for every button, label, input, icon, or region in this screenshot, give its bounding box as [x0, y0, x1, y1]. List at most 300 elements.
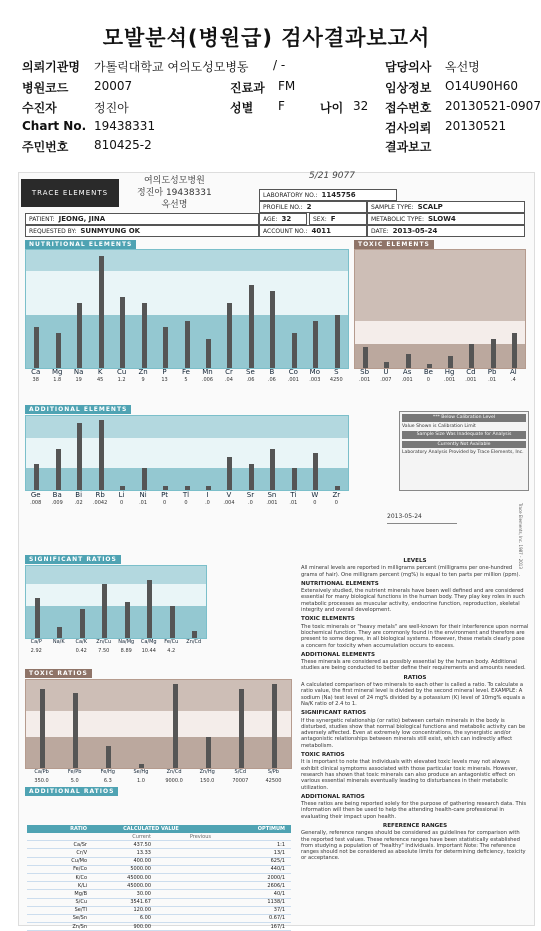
sig-ratio-labels: [25, 639, 205, 645]
requested-value: SUNMYUNG OK: [80, 227, 141, 235]
bar-mg: [56, 333, 61, 368]
element-value: 70007: [232, 778, 249, 784]
chart-band: [26, 606, 206, 638]
clinical-value: O14U90H60: [445, 79, 519, 93]
element-label: Ti: [290, 491, 297, 499]
element-value: .0: [205, 500, 210, 506]
element-value: .001: [465, 377, 477, 383]
bar-tl: [185, 486, 190, 490]
request-label: 검사의뢰: [385, 121, 432, 135]
text-section-body: Generally, reference ranges should be considered as guidelines for comparison with the reported test values. These reference ranges have been statistically established from studying a population of "healthy" individuals. Important Note: The reference ranges should not be considered as absolute limits for determining deficiency, toxicity or acceptance.: [301, 830, 526, 862]
optimum-cell: 440/1: [270, 866, 285, 873]
institution-label: 의뢰기관명: [22, 60, 80, 74]
bar-sn: [270, 449, 275, 490]
ratio-cell: Ca/Sr: [73, 841, 87, 848]
bar-s-cd: [239, 689, 244, 768]
age-label: 나이: [320, 101, 344, 115]
table-row: [27, 890, 291, 898]
element-label: P: [162, 368, 167, 376]
element-value: [183, 648, 206, 654]
hospital-code-value: 20007: [94, 79, 133, 93]
additional-labels: [25, 491, 347, 499]
doctor-value: 옥선명: [445, 60, 480, 74]
account-label: ACCOUNT NO.:: [263, 228, 308, 235]
table-row: [27, 882, 291, 890]
element-value: 0: [426, 377, 430, 383]
element-label: Sr: [246, 491, 255, 499]
bar-zn-cu: [102, 584, 107, 638]
sample-label: SAMPLE TYPE:: [371, 204, 414, 211]
legend-line-3: Currently Not Available: [402, 441, 526, 449]
bar-al: [512, 333, 517, 368]
element-value: .04: [224, 377, 233, 383]
bar-se-hg: [139, 764, 144, 768]
signature-line: [387, 523, 457, 524]
element-label: Sb: [360, 368, 370, 376]
stamp-patient: 정진아 19438331: [137, 188, 212, 198]
sheet-sex-label: SEX:: [313, 216, 327, 223]
requested-label: REQUESTED BY:: [29, 228, 77, 235]
element-value: [48, 648, 71, 654]
legend-line-4: Laboratory Analysis Provided by Trace Elements, Inc.: [402, 450, 524, 455]
table-row: [27, 907, 291, 915]
nutritional-title: NUTRITIONAL ELEMENTS: [25, 240, 136, 249]
element-label: Co: [288, 368, 298, 376]
bar-ti: [292, 468, 297, 490]
element-value: 1.0: [136, 778, 145, 784]
sig-ratio-title: SIGNIFICANT RATIOS: [25, 555, 121, 564]
text-section-heading: REFERENCE RANGES: [382, 822, 448, 829]
account-box: [259, 225, 367, 237]
ratio-cell: K/Co: [75, 874, 87, 881]
bar-pt: [163, 486, 168, 490]
element-value: .008: [30, 500, 42, 506]
current-cell: 5000.00: [130, 866, 151, 873]
legend-line-1: Value Shown is Calibration Limit: [402, 423, 476, 429]
element-label: Zn/Cu: [96, 639, 112, 645]
element-label: Mg: [51, 368, 63, 376]
text-section-body: These minerals are considered as possibly essential by the human body. Additional studies are being conducted to better define their requirements and amounts needed.: [301, 659, 526, 672]
table-row: [27, 915, 291, 923]
element-value: .01: [289, 500, 298, 506]
sheet-date-label: DATE:: [371, 228, 389, 235]
element-value: 5: [184, 377, 188, 383]
requested-box: [25, 225, 259, 237]
bar-na: [77, 303, 82, 368]
chart-band: [26, 584, 206, 606]
table-row: [27, 899, 291, 907]
handwritten-note: 5/21 9077: [309, 171, 355, 181]
element-label: I: [206, 491, 209, 499]
institution-row: [22, 58, 80, 75]
ratio-cell: Cr/V: [76, 849, 87, 856]
chart-band: [355, 321, 525, 345]
bar-mo: [313, 321, 318, 368]
ratio-cell: S/Cu: [75, 899, 87, 906]
current-cell: 45000.00: [127, 882, 151, 889]
element-label: Mo: [309, 368, 320, 376]
element-label: Be: [423, 368, 433, 376]
bar-na-mg: [125, 602, 130, 638]
text-section-heading: ADDITIONAL ELEMENTS: [301, 651, 375, 658]
bar-zr: [335, 486, 340, 490]
text-section-body: These ratios are being reported solely for the purpose of gathering research data. This information will then be used to help the attending health-care professional in evaluating their impact upon health.: [301, 801, 527, 820]
sex-label: 성별: [230, 101, 254, 115]
bar-fe-hg: [106, 746, 111, 768]
ratio-cell: K/Li: [77, 882, 87, 889]
element-label: Ca/Mg: [140, 639, 157, 645]
date-box: [367, 225, 525, 237]
element-label: Fe/Cu: [164, 639, 179, 645]
current-cell: 6.00: [139, 915, 151, 922]
element-value: 0.42: [75, 648, 87, 654]
bar-k: [99, 256, 104, 368]
bar-ge: [34, 464, 39, 490]
bar-cu: [120, 297, 125, 368]
optimum-cell: 2000/1: [267, 874, 285, 881]
bar-s: [335, 315, 340, 368]
resident-label: 주민번호: [22, 140, 69, 154]
bar-ca-pb: [40, 689, 45, 768]
element-label: Fe: [182, 368, 190, 376]
element-value: .001: [359, 377, 371, 383]
ratio-cell: Zn/Sn: [72, 923, 87, 930]
additional-ratio-table: [27, 825, 291, 931]
institution-value: 가톨릭대학교 여의도성모병동: [94, 60, 249, 74]
legend-line-2: Sample Size Was Inadequate for Analysis: [402, 431, 526, 439]
toxic-ratio-chart: [25, 679, 292, 769]
lab-no-box: [259, 189, 397, 201]
element-value: .004: [223, 500, 235, 506]
current-cell: 900.00: [133, 923, 151, 930]
current-cell: 13.33: [136, 849, 151, 856]
table-row: [27, 841, 291, 849]
nutritional-labels: [25, 368, 347, 376]
bar-rb: [99, 420, 104, 490]
lab-report-sheet: [18, 171, 535, 930]
chart-band: [26, 250, 348, 271]
element-label: Tl: [182, 491, 190, 499]
nutritional-values: [25, 377, 347, 383]
clinical-label: 임상정보: [385, 81, 432, 95]
explanatory-text: [301, 555, 529, 862]
optimum-cell: 1:1: [276, 841, 285, 848]
legend-title: *** Below Calibration Level: [402, 414, 526, 422]
bar-zn-cd: [192, 631, 197, 638]
patient-box: [25, 213, 259, 225]
optimum-col-header: OPTIMUM: [257, 826, 285, 832]
element-value: 350.0: [34, 778, 49, 784]
ratio-table-subheader: [27, 833, 291, 841]
bar-fe-pb: [73, 693, 78, 768]
bar-ca-p: [35, 598, 40, 638]
bar-na-k: [57, 627, 62, 638]
element-value: 0: [162, 500, 167, 506]
element-value: .001: [266, 500, 278, 506]
current-subheader: Current: [132, 833, 151, 840]
element-label: Fe/Hg: [100, 769, 115, 775]
chart-band: [26, 416, 348, 438]
table-row: [27, 849, 291, 857]
table-row: [27, 923, 291, 931]
element-value: .06: [267, 377, 276, 383]
element-value: .001: [287, 377, 299, 383]
element-value: 2.92: [30, 648, 42, 654]
text-section-heading: RATIOS: [403, 674, 427, 681]
chart-band: [26, 711, 291, 737]
element-label: S/Pb: [267, 769, 279, 775]
element-label: Ni: [139, 491, 147, 499]
element-value: .003: [309, 377, 321, 383]
calc-col-header: CALCULATED VALUE: [123, 826, 179, 832]
element-label: Cd: [466, 368, 476, 376]
result-label: 결과보고: [385, 140, 432, 154]
dept-label: 진료과: [230, 81, 265, 95]
element-label: Ca/Pb: [34, 769, 49, 775]
sample-box: [367, 201, 525, 213]
nutritional-chart: [25, 249, 349, 369]
element-value: .01: [488, 377, 497, 383]
table-row: [27, 874, 291, 882]
bar-sb: [363, 347, 368, 368]
bar-ba: [56, 449, 61, 490]
current-cell: 400.00: [133, 858, 151, 865]
current-cell: 437.50: [133, 841, 151, 848]
element-value: 13: [161, 377, 168, 383]
element-label: Zn/Cd: [186, 639, 202, 645]
legend-box: [399, 411, 529, 491]
text-section-body: The toxic minerals or "heavy metals" are well-known for their interference upon normal biochemical function. They are commonly found in the environment and therefore are present to some degree, in all biological systems. However, these metals clearly pose a concern for toxicity when accumulation occurs to excess.: [301, 623, 529, 649]
age-value: 32: [353, 99, 369, 113]
element-label: Mn: [202, 368, 213, 376]
bar-b: [270, 291, 275, 368]
text-section-body: It is important to note that individuals with elevated toxic levels may not always exhibit clinical symptoms associated with those particular toxic minerals. However, research has shown that toxic minerals can also produce an antagonistic effect on various essential minerals eventually leading to disturbances in their metabolic utilization.: [301, 759, 518, 791]
element-value: .4: [510, 377, 516, 383]
metabolic-value: SLOW4: [427, 215, 456, 223]
element-value: 8.89: [120, 648, 132, 654]
bar-cr: [227, 303, 232, 368]
element-value: 0: [334, 500, 338, 506]
doctor-label: 담당의사: [385, 60, 432, 74]
element-value: 4.2: [167, 648, 176, 654]
optimum-cell: 625/1: [270, 858, 285, 865]
text-section-heading: LEVELS: [403, 558, 427, 564]
bar-ca-k: [80, 609, 85, 638]
bar-ni: [142, 468, 147, 490]
element-label: Rb: [95, 491, 105, 499]
bar-mn: [206, 339, 211, 369]
chart-band: [26, 737, 291, 768]
additional-chart: [25, 415, 349, 491]
element-label: Pb: [487, 368, 497, 376]
receipt-label: 접수번호: [385, 101, 432, 115]
bar-ca-mg: [147, 580, 152, 638]
chart-band: [26, 680, 291, 711]
element-label: Ba: [52, 491, 62, 499]
bar-zn: [142, 303, 147, 368]
sheet-date-value: 2013-05-24: [392, 227, 438, 235]
bar-ca: [34, 327, 39, 368]
element-label: S: [334, 368, 339, 376]
optimum-cell: 1138/1: [267, 899, 285, 906]
element-label: Sn: [267, 491, 277, 499]
element-label: S/Cd: [234, 769, 247, 775]
sample-value: SCALP: [417, 203, 443, 211]
element-label: K: [97, 368, 103, 376]
element-value: .009: [51, 500, 63, 506]
element-label: Li: [118, 491, 125, 499]
chart-band: [26, 271, 348, 315]
toxic-ratio-values: [25, 778, 290, 784]
patient-label: 수진자: [22, 101, 57, 115]
sig-ratio-values: [25, 648, 205, 654]
element-label: Ca/K: [75, 639, 88, 645]
element-label: Cu: [116, 368, 127, 376]
table-row: [27, 858, 291, 866]
table-row: [27, 866, 291, 874]
element-value: 0: [313, 500, 317, 506]
chart-band: [355, 250, 525, 321]
patient-value: 정진아: [94, 101, 129, 115]
element-label: B: [269, 368, 275, 376]
chart-value: 19438331: [94, 119, 156, 133]
lab-no-label: LABORATORY NO.:: [263, 192, 318, 199]
element-value: 38: [32, 377, 39, 383]
hospital-code-label: 병원코드: [22, 81, 69, 95]
element-label: W: [311, 491, 319, 499]
toxic-chart: [354, 249, 526, 369]
bar-co: [292, 333, 297, 368]
ratio-cell: Se/Sn: [72, 915, 87, 922]
text-section-body: Extensively studied, the nutrient minerals have been well defined and are considered essential for many biological functions in the human body. They play key roles in such metabolic processes as muscular activity, endocrine function, reproduction, skeletal integrity and overall development.: [301, 588, 525, 614]
bar-i: [206, 486, 211, 490]
bar-w: [313, 453, 318, 490]
element-value: 9000.0: [165, 778, 183, 784]
bar-hg: [448, 356, 453, 368]
sheet-patient-label: PATIENT:: [29, 216, 55, 223]
sheet-sex-value: F: [330, 215, 336, 223]
bar-cd: [469, 344, 474, 368]
bar-p: [163, 327, 168, 368]
chart-band: [26, 566, 206, 584]
optimum-cell: 40/1: [273, 890, 285, 897]
element-label: Na/K: [52, 639, 65, 645]
ratio-cell: Fe/Co: [73, 866, 87, 873]
current-cell: 45000.00: [127, 874, 151, 881]
stamp-hospital: 여의도성모병원: [143, 176, 205, 186]
account-value: 4011: [311, 227, 331, 235]
element-label: Se: [246, 368, 255, 376]
element-label: Se/Hg: [133, 769, 149, 775]
element-value: 0: [184, 500, 188, 506]
chart-label: Chart No.: [22, 119, 87, 133]
optimum-cell: 0.67/1: [269, 915, 285, 922]
bar-li: [120, 486, 125, 490]
add-ratio-title: ADDITIONAL RATIOS: [25, 787, 118, 796]
dept-value: FM: [278, 79, 296, 93]
element-value: .001: [444, 377, 456, 383]
side-text: Trace Elements, Inc. 1987 - 2013: [518, 503, 523, 569]
element-label: Na/Mg: [118, 639, 135, 645]
chart-band: [355, 344, 525, 368]
element-label: Zr: [332, 491, 341, 499]
bar-v: [227, 457, 232, 490]
element-value: 9: [141, 377, 145, 383]
element-label: Na: [73, 368, 84, 376]
lab-no-value: 1145756: [321, 191, 356, 199]
element-label: U: [383, 368, 389, 376]
element-value: 7.50: [98, 648, 110, 654]
element-label: Al: [510, 368, 517, 376]
additional-title: ADDITIONAL ELEMENTS: [25, 405, 131, 414]
current-cell: 120.00: [133, 907, 151, 914]
element-value: 19: [75, 377, 82, 383]
request-value: 20130521: [445, 119, 507, 133]
ratio-table-header: [27, 825, 291, 833]
previous-subheader: Previous: [189, 833, 211, 840]
optimum-cell: 2606/1: [267, 882, 285, 889]
sheet-age-value: 32: [281, 215, 292, 223]
element-value: .0: [248, 500, 253, 506]
stamp-doctor: 옥선명: [161, 200, 188, 210]
element-value: 1.2: [117, 377, 126, 383]
bar-zn-hg: [206, 737, 211, 768]
metabolic-label: METABOLIC TYPE:: [371, 216, 424, 223]
element-value: .006: [201, 377, 214, 383]
ratio-cell: Mg/B: [74, 890, 87, 897]
element-label: Hg: [444, 368, 455, 376]
element-value: 5.0: [70, 778, 79, 784]
element-value: 1.8: [53, 377, 62, 383]
toxic-ratio-title: TOXIC RATIOS: [25, 669, 92, 678]
optimum-cell: 167/1: [270, 923, 285, 930]
bar-fe: [185, 321, 190, 368]
element-label: Zn/Cd: [166, 769, 182, 775]
element-label: Cr: [225, 368, 233, 376]
sheet-patient-value: JEONG, JINA: [58, 215, 106, 223]
element-value: .06: [246, 377, 255, 383]
ratio-cell: Se/Tl: [74, 907, 87, 914]
current-cell: 3541.67: [130, 899, 151, 906]
element-label: V: [226, 491, 232, 499]
bar-bi: [77, 423, 82, 490]
element-value: 0: [120, 500, 124, 506]
element-label: Zn: [138, 368, 148, 376]
element-label: Fe/Pb: [67, 769, 82, 775]
element-value: .01: [139, 500, 148, 506]
bar-pb: [491, 339, 496, 369]
ratio-col-header: RATIO: [70, 826, 87, 832]
ratio-cell: Cu/Mo: [71, 858, 87, 865]
element-value: .0042: [92, 500, 108, 506]
text-section-heading: NUTRITIONAL ELEMENTS: [301, 580, 379, 587]
chart-band: [26, 438, 348, 468]
receipt-value: 20130521-0907: [445, 99, 541, 113]
text-section-body: A calculated comparison of two minerals to each other is called a ratio. To calculate a ratio value, the first mineral level is divided by the second mineral level. EXAMPLE: A sodium (Na) test level of 24 mg% divided by a potassium (K) level of 10mg% equals a Na/K ratio of 2.4 to 1.: [301, 682, 525, 707]
text-section-heading: TOXIC ELEMENTS: [301, 616, 355, 623]
element-value: .007: [380, 377, 392, 383]
element-value: 10.44: [141, 648, 156, 654]
element-value: 42500: [265, 778, 282, 784]
element-label: Ca: [31, 368, 41, 376]
additional-values: [25, 500, 347, 506]
sig-ratio-chart: [25, 565, 207, 639]
profile-box: [259, 201, 367, 213]
text-section-body: All mineral levels are reported in milligrams percent (milligrams per one-hundred grams of hair). One milligram percent (mg%) is equal to ten parts per million (ppm).: [301, 565, 521, 578]
element-label: As: [402, 368, 412, 376]
element-label: Ge: [30, 491, 41, 499]
signature-date: 2013-05-24: [387, 513, 422, 520]
